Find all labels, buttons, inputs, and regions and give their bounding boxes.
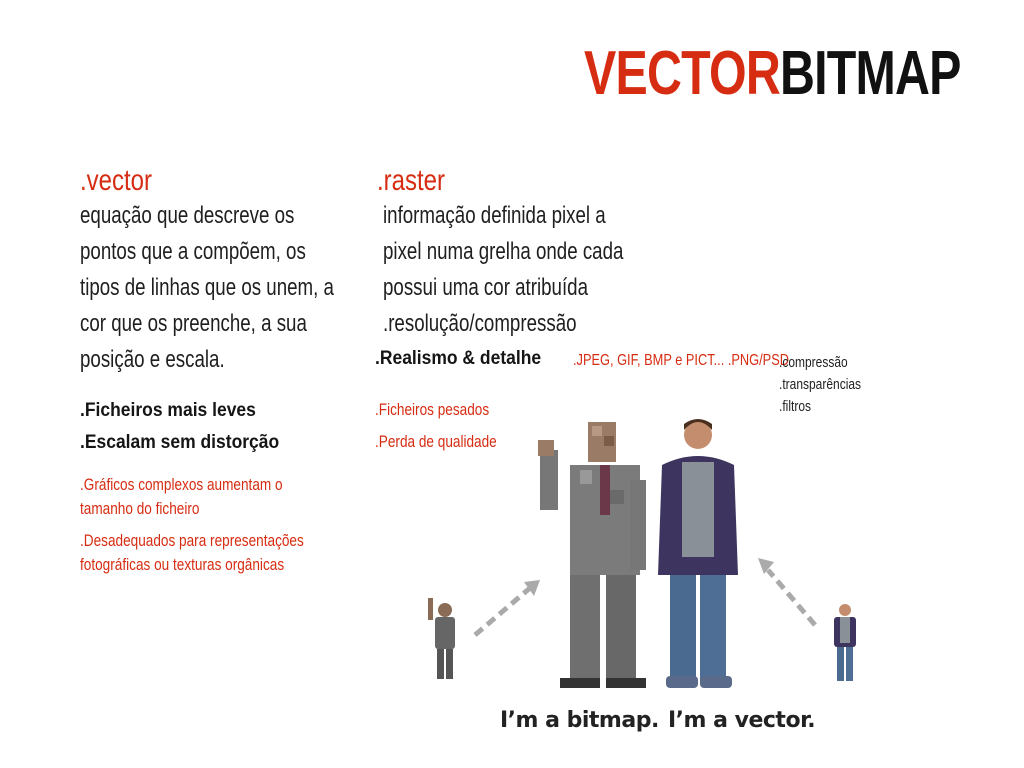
slide-title: [584, 38, 961, 109]
vector-con-line: tamanho do ficheiro: [80, 499, 200, 518]
vector-con-line: fotográficas ou texturas orgânicas: [80, 555, 285, 574]
raster-formats: .JPEG, GIF, BMP e PICT... .PNG/PSD: [573, 352, 789, 369]
raster-description-line: possui uma cor atribuída: [383, 274, 588, 301]
raster-con-1: .Ficheiros pesados: [375, 400, 490, 419]
small-vector-man-figure: [834, 604, 856, 681]
vector-description-line: cor que os preenche, a sua: [80, 310, 307, 337]
bitmap-vector-illustration: [420, 410, 870, 700]
raster-feature: .compressão: [779, 354, 848, 371]
raster-features: [779, 352, 861, 418]
raster-feature: .transparências: [779, 376, 862, 393]
vector-con-2: [80, 529, 304, 577]
arrow-icon-right: [758, 558, 815, 625]
arrow-icon-left: [475, 580, 540, 635]
vector-con-line: .Gráficos complexos aumentam o: [80, 475, 283, 494]
vector-pro-2: .Escalam sem distorção: [80, 432, 280, 453]
raster-feature: .filtros: [779, 398, 812, 415]
raster-con-2: .Perda de qualidade: [375, 432, 497, 451]
title-bitmap: BITMAP: [779, 39, 961, 108]
title-vector: VECTOR: [584, 39, 780, 108]
vector-con-line: .Desadequados para representações: [80, 531, 304, 550]
large-vector-man-figure: [658, 419, 738, 688]
vector-description-line: tipos de linhas que os unem, a: [80, 274, 334, 301]
vector-description-line: equação que descreve os: [80, 202, 295, 229]
raster-heading: .raster: [377, 164, 446, 197]
small-bitmap-man-figure: [428, 598, 455, 679]
vector-description-line: pontos que a compõem, os: [80, 238, 306, 265]
caption-vector: I’m a vector.: [668, 708, 816, 733]
raster-description-line: pixel numa grelha onde cada: [383, 238, 624, 265]
vector-heading: .vector: [80, 164, 153, 197]
raster-pro: .Realismo & detalhe: [375, 348, 542, 369]
vector-description-line: posição e escala.: [80, 346, 225, 373]
large-bitmap-man-figure: [538, 422, 646, 688]
caption-bitmap: I’m a bitmap.: [500, 708, 659, 733]
vector-pro-1: .Ficheiros mais leves: [80, 400, 256, 421]
raster-description: [383, 198, 623, 342]
raster-description-line: informação definida pixel a: [383, 202, 606, 229]
raster-description-line: .resolução/compressão: [383, 310, 577, 337]
vector-description: [80, 198, 334, 378]
vector-con-1: [80, 473, 283, 521]
